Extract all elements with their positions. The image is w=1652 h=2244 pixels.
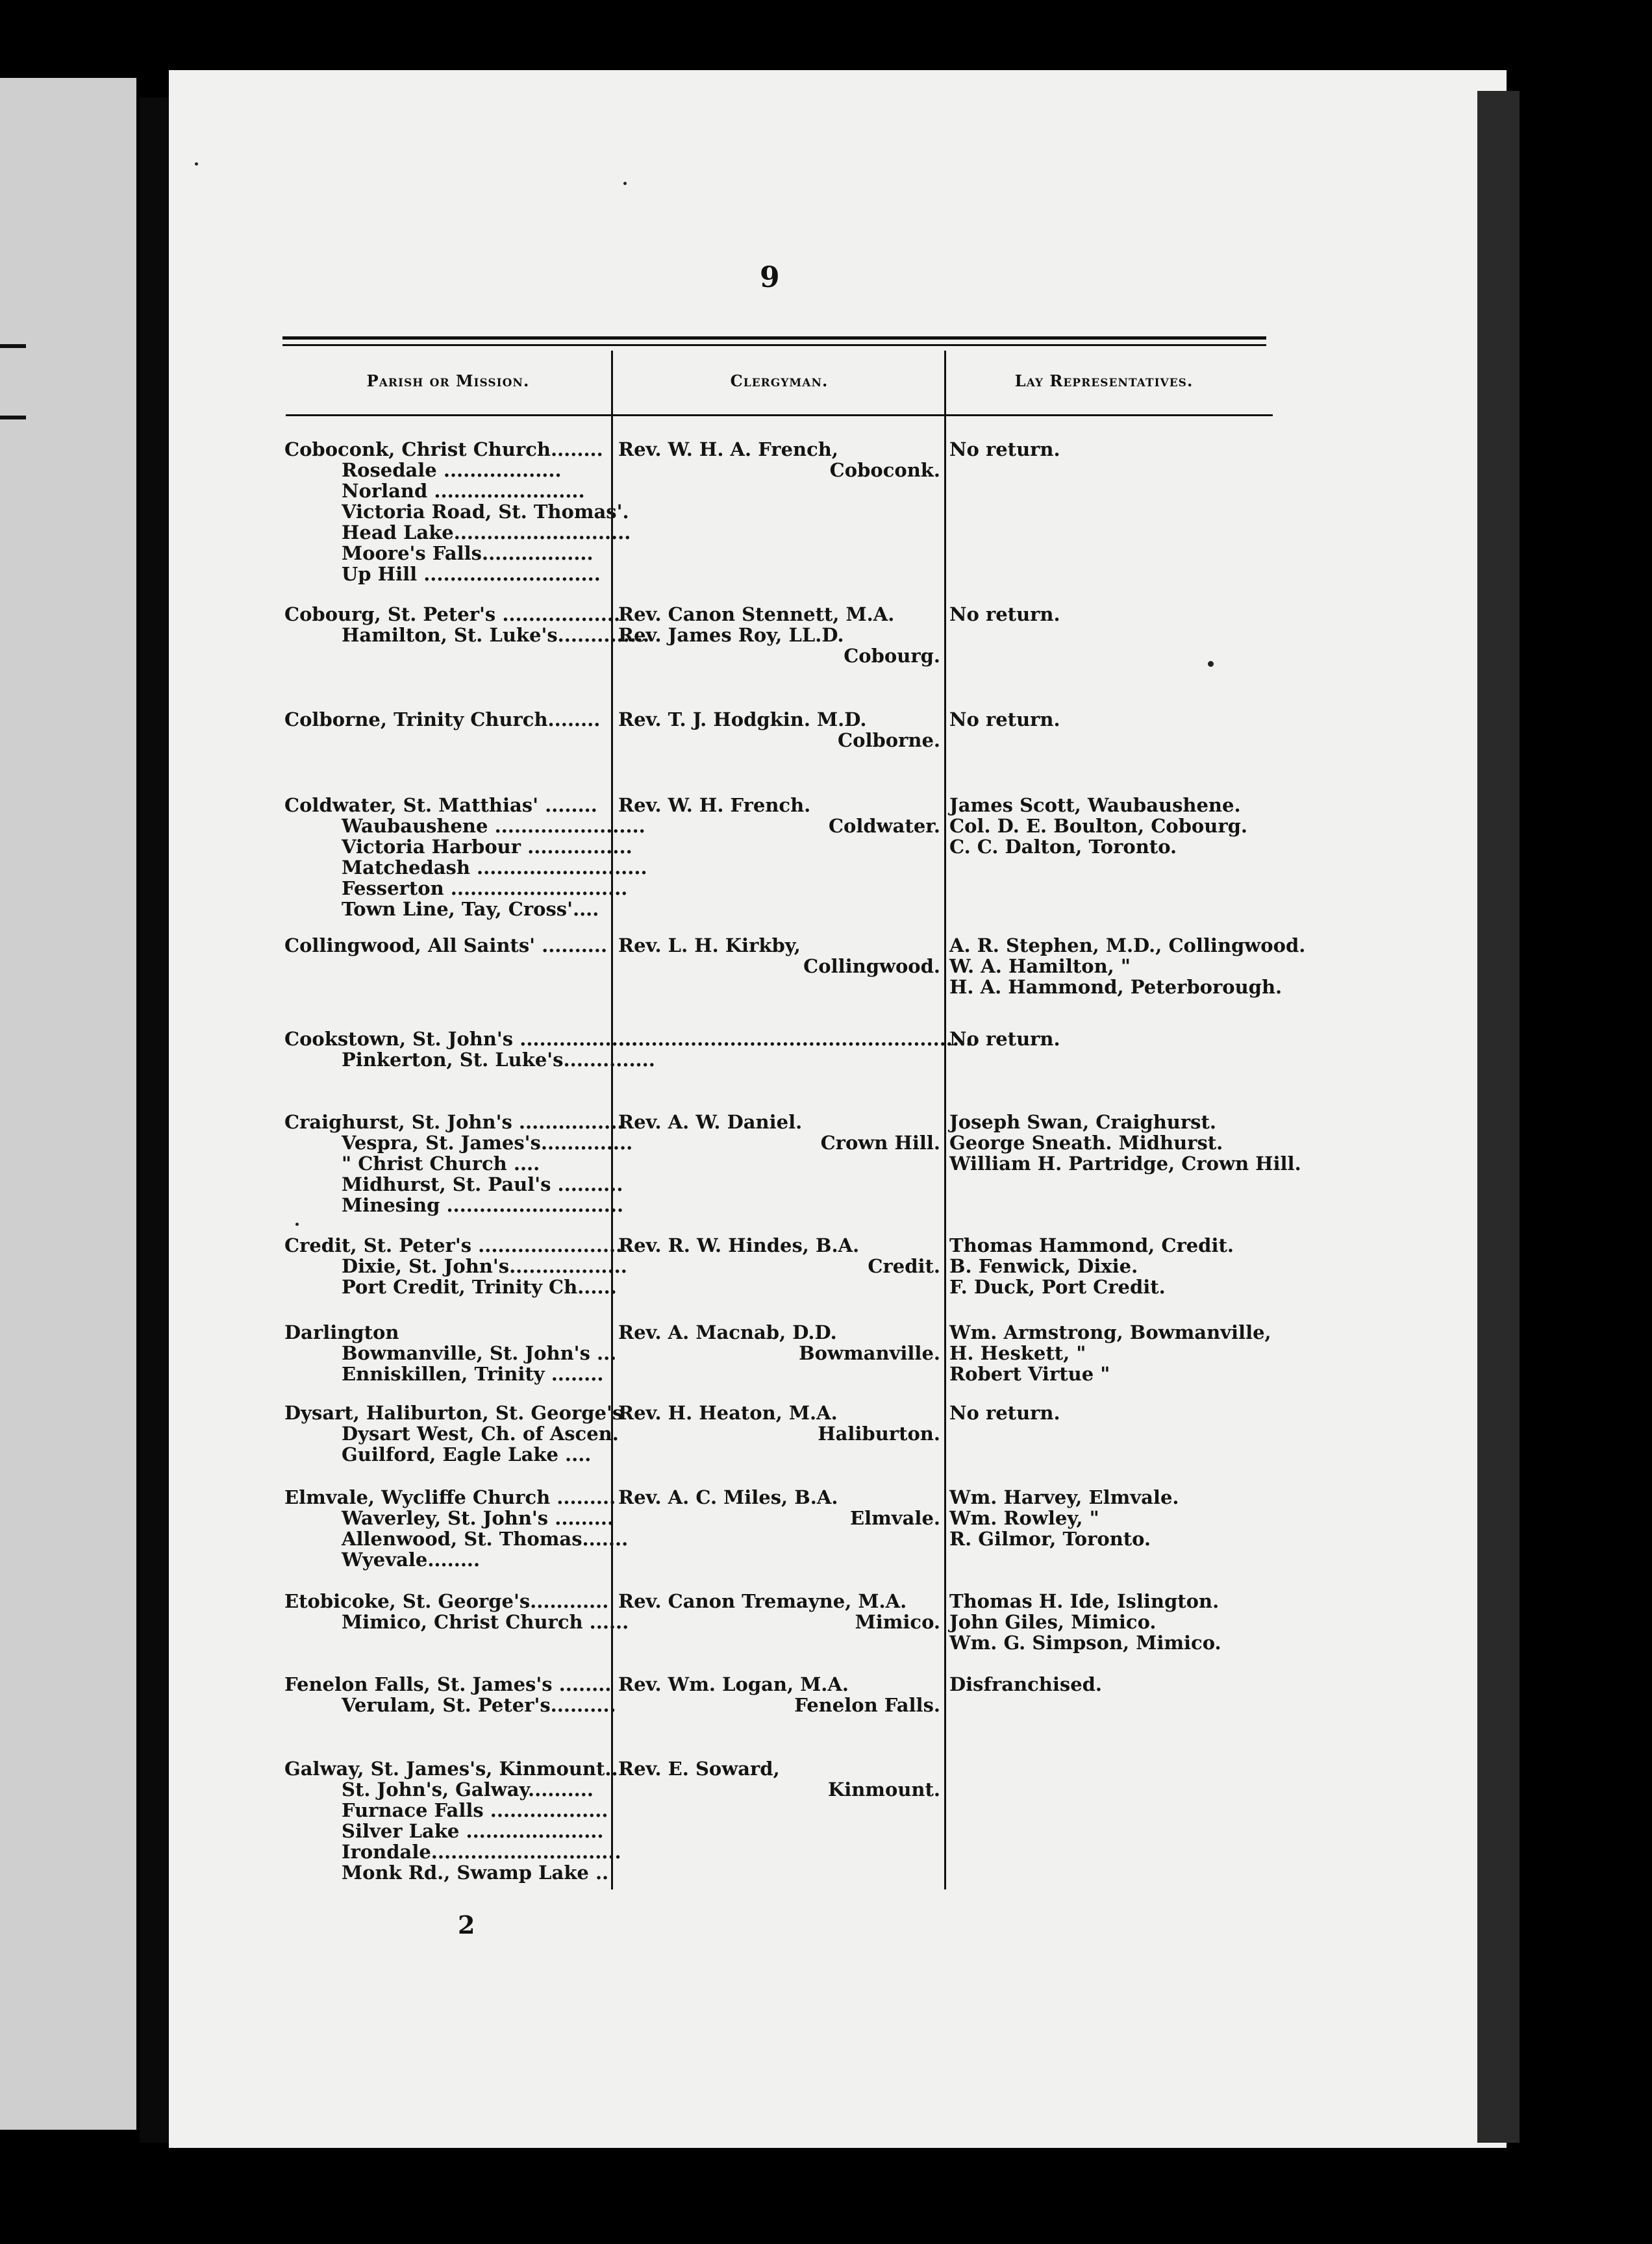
lay-representative: No return. [949, 1402, 1060, 1424]
parish-name: Craighurst, St. John's ................ [284, 1111, 624, 1133]
parish-name: Coldwater, St. Matthias' ........ [284, 794, 597, 816]
mission-name: St. John's, Galway.......... [342, 1778, 594, 1801]
facing-page-mark [0, 344, 26, 348]
clergyman-line: Rev. W. H. A. French, [618, 438, 838, 460]
mission-name: Rosedale .................. [342, 459, 562, 481]
lay-representative: C. C. Dalton, Toronto. [949, 836, 1177, 858]
parish-name: Cobourg, St. Peter's .................. [284, 603, 621, 625]
mission-name: Allenwood, St. Thomas....... [342, 1528, 629, 1550]
lay-representative: Wm. Harvey, Elmvale. [949, 1486, 1179, 1508]
mission-name: Wyevale........ [342, 1549, 481, 1571]
clergyman-line: Rev. H. Heaton, M.A. [618, 1402, 838, 1424]
lay-representative: W. A. Hamilton, " [949, 955, 1131, 977]
mission-name: Hamilton, St. Luke's.............. [342, 624, 650, 646]
column-divider [944, 351, 946, 1889]
ink-speck [195, 162, 198, 166]
clergyman-line: Collingwood. [803, 955, 940, 977]
lay-representative: Joseph Swan, Craighurst. [949, 1111, 1216, 1133]
clergyman-line: Rev. A. C. Miles, B.A. [618, 1486, 838, 1508]
lay-representative: Wm. Armstrong, Bowmanville, [949, 1321, 1271, 1343]
lay-representative: No return. [949, 708, 1060, 730]
lay-representative: No return. [949, 603, 1060, 625]
mission-name: Pinkerton, St. Luke's.............. [342, 1049, 655, 1071]
mission-name: Dysart West, Ch. of Ascen. [342, 1423, 619, 1445]
page-edge-shadow [1477, 91, 1520, 2143]
mission-name: Waverley, St. John's ......... [342, 1507, 614, 1529]
lay-representative: Disfranchised. [949, 1673, 1103, 1695]
clergyman-line: Bowmanville. [799, 1342, 940, 1364]
clergyman-line: Rev. L. H. Kirkby, [618, 934, 801, 956]
parish-name: Fenelon Falls, St. James's ........ [284, 1673, 612, 1695]
clergyman-line: Mimico. [855, 1611, 940, 1633]
mission-name: Irondale............................. [342, 1841, 621, 1863]
mission-name: Enniskillen, Trinity ........ [342, 1363, 604, 1385]
clergyman-line: Rev. A. Macnab, D.D. [618, 1321, 837, 1343]
parish-name: Collingwood, All Saints' .......... [284, 934, 608, 956]
column-header-lay-representatives: Lay Representatives. [1014, 371, 1194, 390]
mission-name: Up Hill ........................... [342, 563, 601, 585]
mission-name: Norland ....................... [342, 480, 585, 502]
ink-speck [1208, 661, 1214, 667]
parish-name: Elmvale, Wycliffe Church ......... [284, 1486, 616, 1508]
clergyman-line: Cobourg. [844, 645, 940, 667]
clergyman-line: Rev. Canon Tremayne, M.A. [618, 1590, 907, 1612]
clergyman-line: Rev. Canon Stennett, M.A. [618, 603, 895, 625]
parish-name: Credit, St. Peter's ...................... [284, 1234, 623, 1256]
lay-representative: H. Heskett, " [949, 1342, 1086, 1364]
mission-name: Midhurst, St. Paul's .......... [342, 1173, 623, 1195]
clergyman-line: Coldwater. [828, 815, 940, 837]
header-double-rule [282, 336, 1266, 340]
mission-name: Waubaushene ....................... [342, 815, 645, 837]
parish-name: Cookstown, St. John's .................. [284, 1028, 638, 1050]
facing-page-mark [0, 416, 26, 419]
parish-name: Etobicoke, St. George's............ [284, 1590, 609, 1612]
column-header-parish: Parish or Mission. [366, 371, 530, 390]
signature-mark: 2 [458, 1910, 475, 1939]
lay-representative: B. Fenwick, Dixie. [949, 1255, 1138, 1277]
clergyman-line: Fenelon Falls. [794, 1694, 940, 1716]
parish-name: Galway, St. James's, Kinmount.. [284, 1758, 618, 1780]
mission-name: Furnace Falls .................. [342, 1799, 608, 1821]
lay-representative: Robert Virtue " [949, 1363, 1110, 1385]
mission-name: Moore's Falls................. [342, 542, 594, 564]
lay-representative: Thomas H. Ide, Islington. [949, 1590, 1220, 1612]
column-header-clergyman: Clergyman. [730, 371, 829, 390]
clergyman-line: Rev. Wm. Logan, M.A. [618, 1673, 849, 1695]
ink-speck [623, 182, 627, 185]
lay-representative: James Scott, Waubaushene. [949, 794, 1241, 816]
lay-representative: Wm. Rowley, " [949, 1507, 1099, 1529]
mission-name: Fesserton ........................... [342, 877, 628, 899]
lay-representative: No return. [949, 1028, 1060, 1050]
lay-representative: No return. [949, 438, 1060, 460]
clergyman-line: Rev. A. W. Daniel. [618, 1111, 803, 1133]
mission-name: " Christ Church .... [342, 1153, 540, 1175]
clergyman-line: Rev. T. J. Hodgkin. M.D. [618, 708, 867, 730]
clergyman-line: Rev. R. W. Hindes, B.A. [618, 1234, 860, 1256]
clergyman-line: Elmvale. [849, 1507, 940, 1529]
lay-representative: R. Gilmor, Toronto. [949, 1528, 1151, 1550]
lay-representative: Thomas Hammond, Credit. [949, 1234, 1234, 1256]
lay-representative: F. Duck, Port Credit. [949, 1276, 1166, 1298]
book-spine [140, 97, 169, 2143]
facing-page-strip [0, 78, 136, 2130]
lay-representative: Wm. G. Simpson, Mimico. [949, 1632, 1221, 1654]
mission-name: Port Credit, Trinity Ch...... [342, 1276, 617, 1298]
header-double-rule [282, 344, 1266, 346]
ink-speck [295, 1223, 299, 1226]
mission-name: Monk Rd., Swamp Lake .. [342, 1862, 609, 1884]
mission-name: Victoria Road, St. Thomas'. [342, 501, 629, 523]
clergyman-line: Rev. E. Soward, [618, 1758, 780, 1780]
mission-name: Minesing ........................... [342, 1194, 624, 1216]
lay-representative: William H. Partridge, Crown Hill. [949, 1153, 1301, 1175]
clergyman-line: Rev. W. H. French. [618, 794, 811, 816]
lay-representative: George Sneath. Midhurst. [949, 1132, 1223, 1154]
mission-name: Dixie, St. John's.................. [342, 1255, 627, 1277]
mission-name: Verulam, St. Peter's.......... [342, 1694, 616, 1716]
clergyman-line: Kinmount. [828, 1778, 940, 1801]
lay-representative: John Giles, Mimico. [949, 1611, 1157, 1633]
mission-name: Victoria Harbour ................ [342, 836, 632, 858]
clergyman-line: ...................................................... [618, 1028, 973, 1050]
mission-name: Head Lake........................... [342, 521, 631, 543]
lay-representative: H. A. Hammond, Peterborough. [949, 976, 1283, 998]
clergyman-line: Credit. [868, 1255, 940, 1277]
parish-name: Dysart, Haliburton, St. George's [284, 1402, 623, 1424]
column-header-underline [286, 414, 1273, 416]
lay-representative: Col. D. E. Boulton, Cobourg. [949, 815, 1247, 837]
mission-name: Mimico, Christ Church ...... [342, 1611, 629, 1633]
mission-name: Guilford, Eagle Lake .... [342, 1443, 592, 1465]
clergyman-line: Rev. James Roy, LL.D. [618, 624, 844, 646]
mission-name: Matchedash .......................... [342, 856, 647, 879]
mission-name: Bowmanville, St. John's ... [342, 1342, 617, 1364]
mission-name: Silver Lake ..................... [342, 1820, 604, 1842]
mission-name: Town Line, Tay, Cross'.... [342, 898, 599, 920]
mission-name: Vespra, St. James's.............. [342, 1132, 633, 1154]
page-number: 9 [760, 261, 780, 294]
clergyman-line: Colborne. [838, 729, 940, 751]
lay-representative: A. R. Stephen, M.D., Collingwood. [949, 934, 1306, 956]
clergyman-line: Haliburton. [818, 1423, 940, 1445]
parish-name: Colborne, Trinity Church........ [284, 708, 601, 730]
clergyman-line: Coboconk. [829, 459, 940, 481]
parish-name: Coboconk, Christ Church........ [284, 438, 603, 460]
clergyman-line: Crown Hill. [820, 1132, 940, 1154]
parish-name: Darlington [284, 1321, 399, 1343]
